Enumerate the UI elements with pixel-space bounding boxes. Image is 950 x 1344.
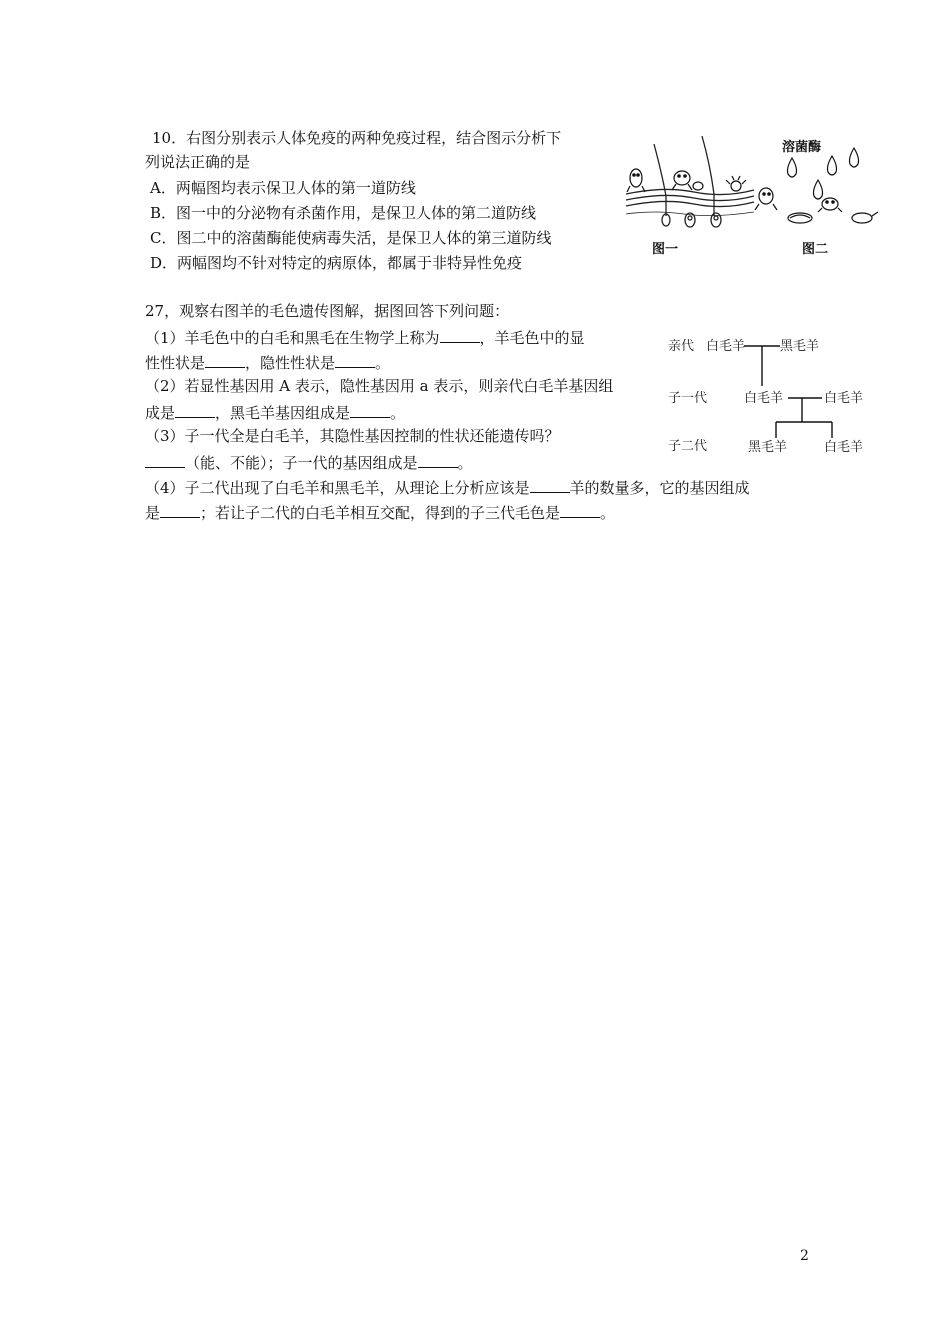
- q27-part2-text-d: 。: [390, 404, 406, 422]
- f1-mate-white-sheep: 白毛羊: [824, 391, 864, 406]
- answer-blank[interactable]: [350, 401, 390, 418]
- q27-part3-text-b: （能、不能）；子一代的基因组成是: [185, 454, 418, 472]
- q27-part2-line2: [145, 401, 405, 423]
- q10-option-c: C．图二中的溶菌酶能使病毒失活，是保卫人体的第三道防线: [150, 229, 552, 247]
- f2-black-sheep: 黑毛羊: [748, 440, 788, 455]
- answer-blank[interactable]: [560, 501, 600, 518]
- germ-icon: [627, 169, 746, 192]
- q27-part4-line2: [145, 501, 615, 523]
- answer-blank[interactable]: [160, 501, 200, 518]
- parent-black-sheep: 黑毛羊: [780, 339, 820, 354]
- q27-part2-text-b: 成是: [145, 404, 176, 422]
- answer-blank[interactable]: [418, 451, 458, 468]
- q27-part4-text-a: （4）子二代出现了白毛羊和黑毛羊，从理论上分析应该是: [145, 479, 530, 497]
- parent-white-sheep: 白毛羊: [706, 339, 746, 354]
- q27-part4-line1: [145, 476, 750, 498]
- q27-part1-line2: [145, 351, 390, 373]
- answer-blank[interactable]: [440, 326, 480, 343]
- page-number: 2: [800, 1248, 809, 1264]
- q27-stem: 27，观察右图羊的毛色遗传图解，据图回答下列问题：: [145, 302, 510, 320]
- pedigree-diagram: [664, 334, 874, 464]
- q27-part2-line1: （2）若显性基因用 A 表示，隐性基因用 a 表示，则亲代白毛羊基因组: [145, 377, 614, 395]
- q27-part4-text-d: ；若让子二代的白毛羊相互交配，得到的子三代毛色是: [200, 504, 561, 522]
- answer-blank[interactable]: [175, 401, 215, 418]
- q27-part1-text-e: 。: [375, 354, 391, 372]
- generation-parent-label: 亲代: [668, 339, 695, 354]
- figure-2-label: 图二: [802, 242, 829, 257]
- answer-blank[interactable]: [205, 351, 245, 368]
- q10-option-a: A．两幅图均表示保卫人体的第一道防线: [150, 179, 416, 197]
- answer-blank[interactable]: [530, 476, 570, 493]
- q27-part1-text-b: ，羊毛色中的显: [479, 329, 585, 347]
- figure-1-label: 图一: [652, 242, 679, 257]
- lysozyme-label: 溶菌酶: [782, 140, 822, 155]
- generation-f2-label: 子二代: [668, 439, 708, 454]
- q10-stem-line1: 10．右图分别表示人体免疫的两种免疫过程，结合图示分析下: [152, 129, 562, 147]
- q27-part2-text-c: ，黑毛羊基因组成是: [215, 404, 351, 422]
- answer-blank[interactable]: [335, 351, 375, 368]
- q27-part4-text-b: 羊的数量多，它的基因组成: [569, 479, 750, 497]
- q27-part3-text-c: 。: [457, 454, 473, 472]
- answer-blank[interactable]: [145, 451, 185, 468]
- generation-f1-label: 子一代: [668, 391, 708, 406]
- q27-part1-text-d: ，隐性性状是: [245, 354, 336, 372]
- q27-part3-line1: （3）子一代全是白毛羊，其隐性基因控制的性状还能遗传吗？: [145, 427, 560, 445]
- q27-part1-line1: [145, 326, 585, 348]
- q10-stem-line2: 列说法正确的是: [145, 153, 251, 171]
- lysozyme-drop-icon: [788, 148, 859, 199]
- q27-part1-text-c: 性性状是: [145, 354, 206, 372]
- q27-part4-text-e: 。: [600, 504, 616, 522]
- q27-part3-line2: [145, 451, 473, 473]
- q27-part4-text-c: 是: [145, 504, 161, 522]
- f2-white-sheep: 白毛羊: [824, 440, 864, 455]
- q27-part1-text-a: （1）羊毛色中的白毛和黑毛在生物学上称为: [145, 329, 440, 347]
- q10-option-d: D．两幅图均不针对特定的病原体，都属于非特异性免疫: [150, 254, 523, 272]
- f1-white-sheep: 白毛羊: [744, 391, 784, 406]
- q10-option-b: B．图一中的分泌物有杀菌作用，是保卫人体的第二道防线: [150, 204, 537, 222]
- immune-figure: [624, 134, 886, 260]
